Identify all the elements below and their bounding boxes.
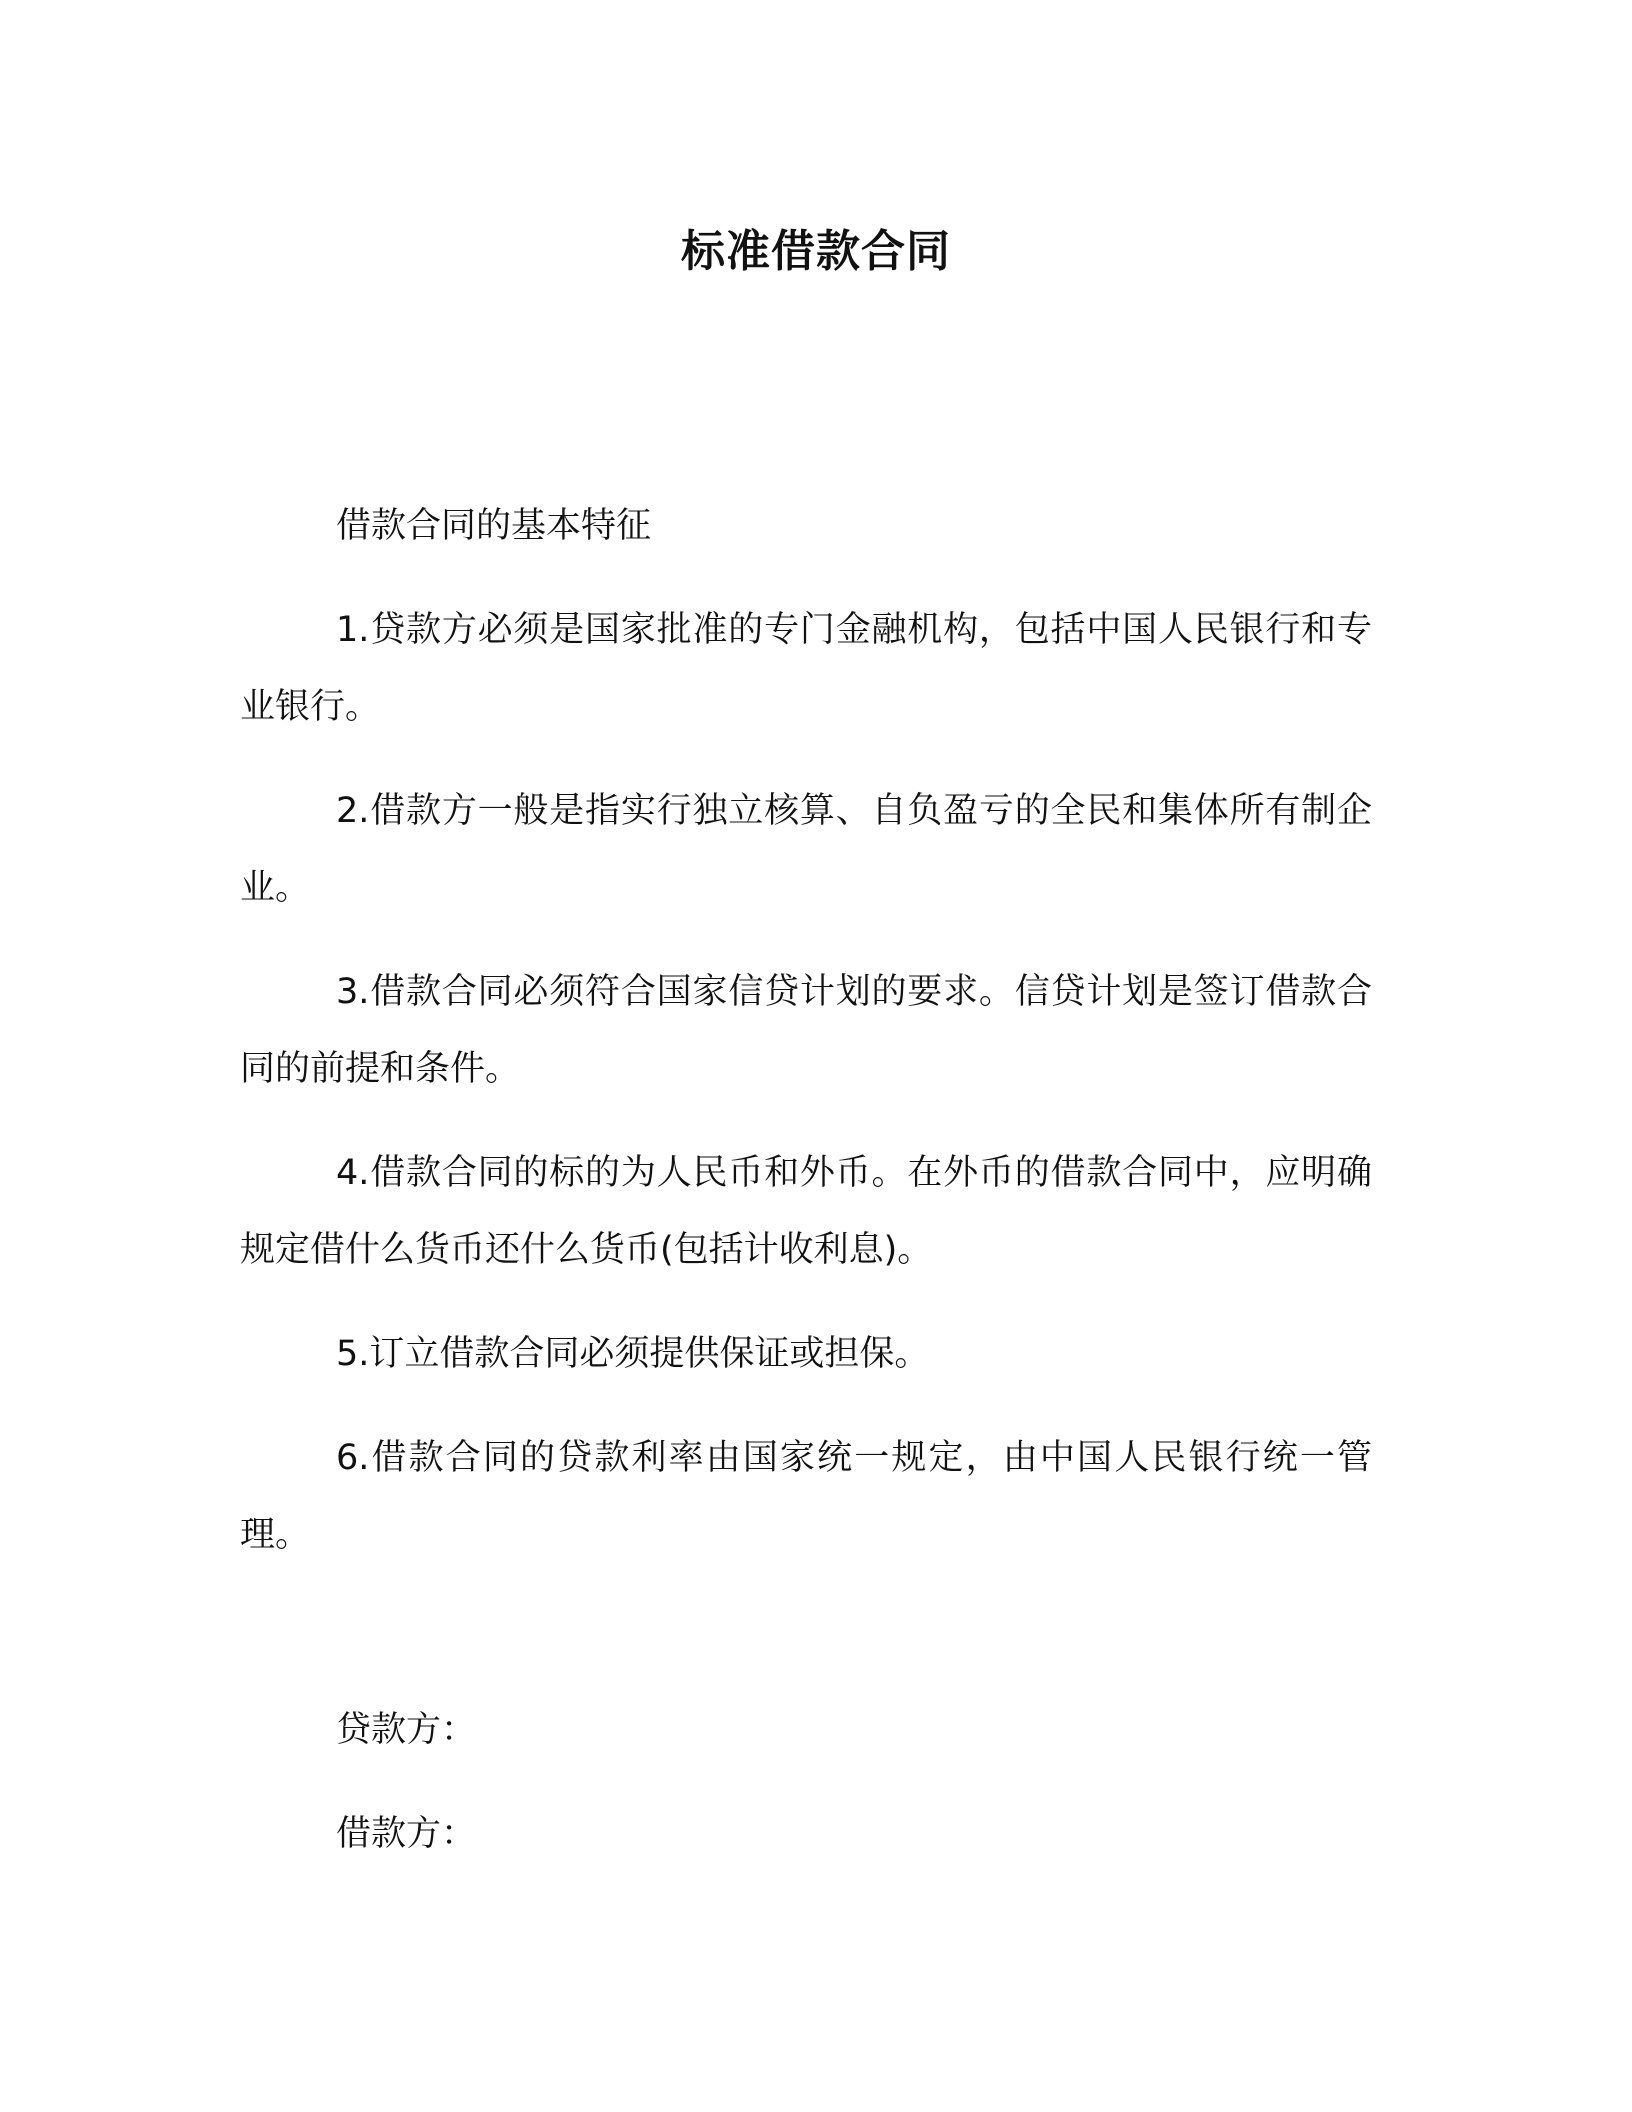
signature-block <box>336 1700 1236 1908</box>
paragraph-3: 3.借款合同必须符合国家信贷计划的要求。信贷计划是签订借款合同的前提和条件。 <box>240 972 1372 1089</box>
paragraph-6: 6.借款合同的贷款利率由国家统一规定，由中国人民银行统一管理。 <box>240 1438 1372 1555</box>
document-title: 标准借款合同 <box>681 226 951 277</box>
paragraph-2: 2.借款方一般是指实行独立核算、自负盈亏的全民和集体所有制企业。 <box>240 791 1372 908</box>
paragraph-4: 4.借款合同的标的为人民币和外币。在外币的借款合同中，应明确规定借什么货币还什么货币(包括计收利息)。 <box>240 1153 1372 1270</box>
borrower-label: 借款方： <box>336 1814 477 1854</box>
paragraph-1: 1.贷款方必须是国家批准的专门金融机构，包括中国人民银行和专业银行。 <box>240 610 1372 727</box>
lender-label: 贷款方： <box>336 1710 477 1750</box>
paragraph-5: 5.订立借款合同必须提供保证或担保。 <box>336 1334 930 1374</box>
document-body <box>240 488 1372 1601</box>
section-heading: 借款合同的基本特征 <box>336 506 652 546</box>
